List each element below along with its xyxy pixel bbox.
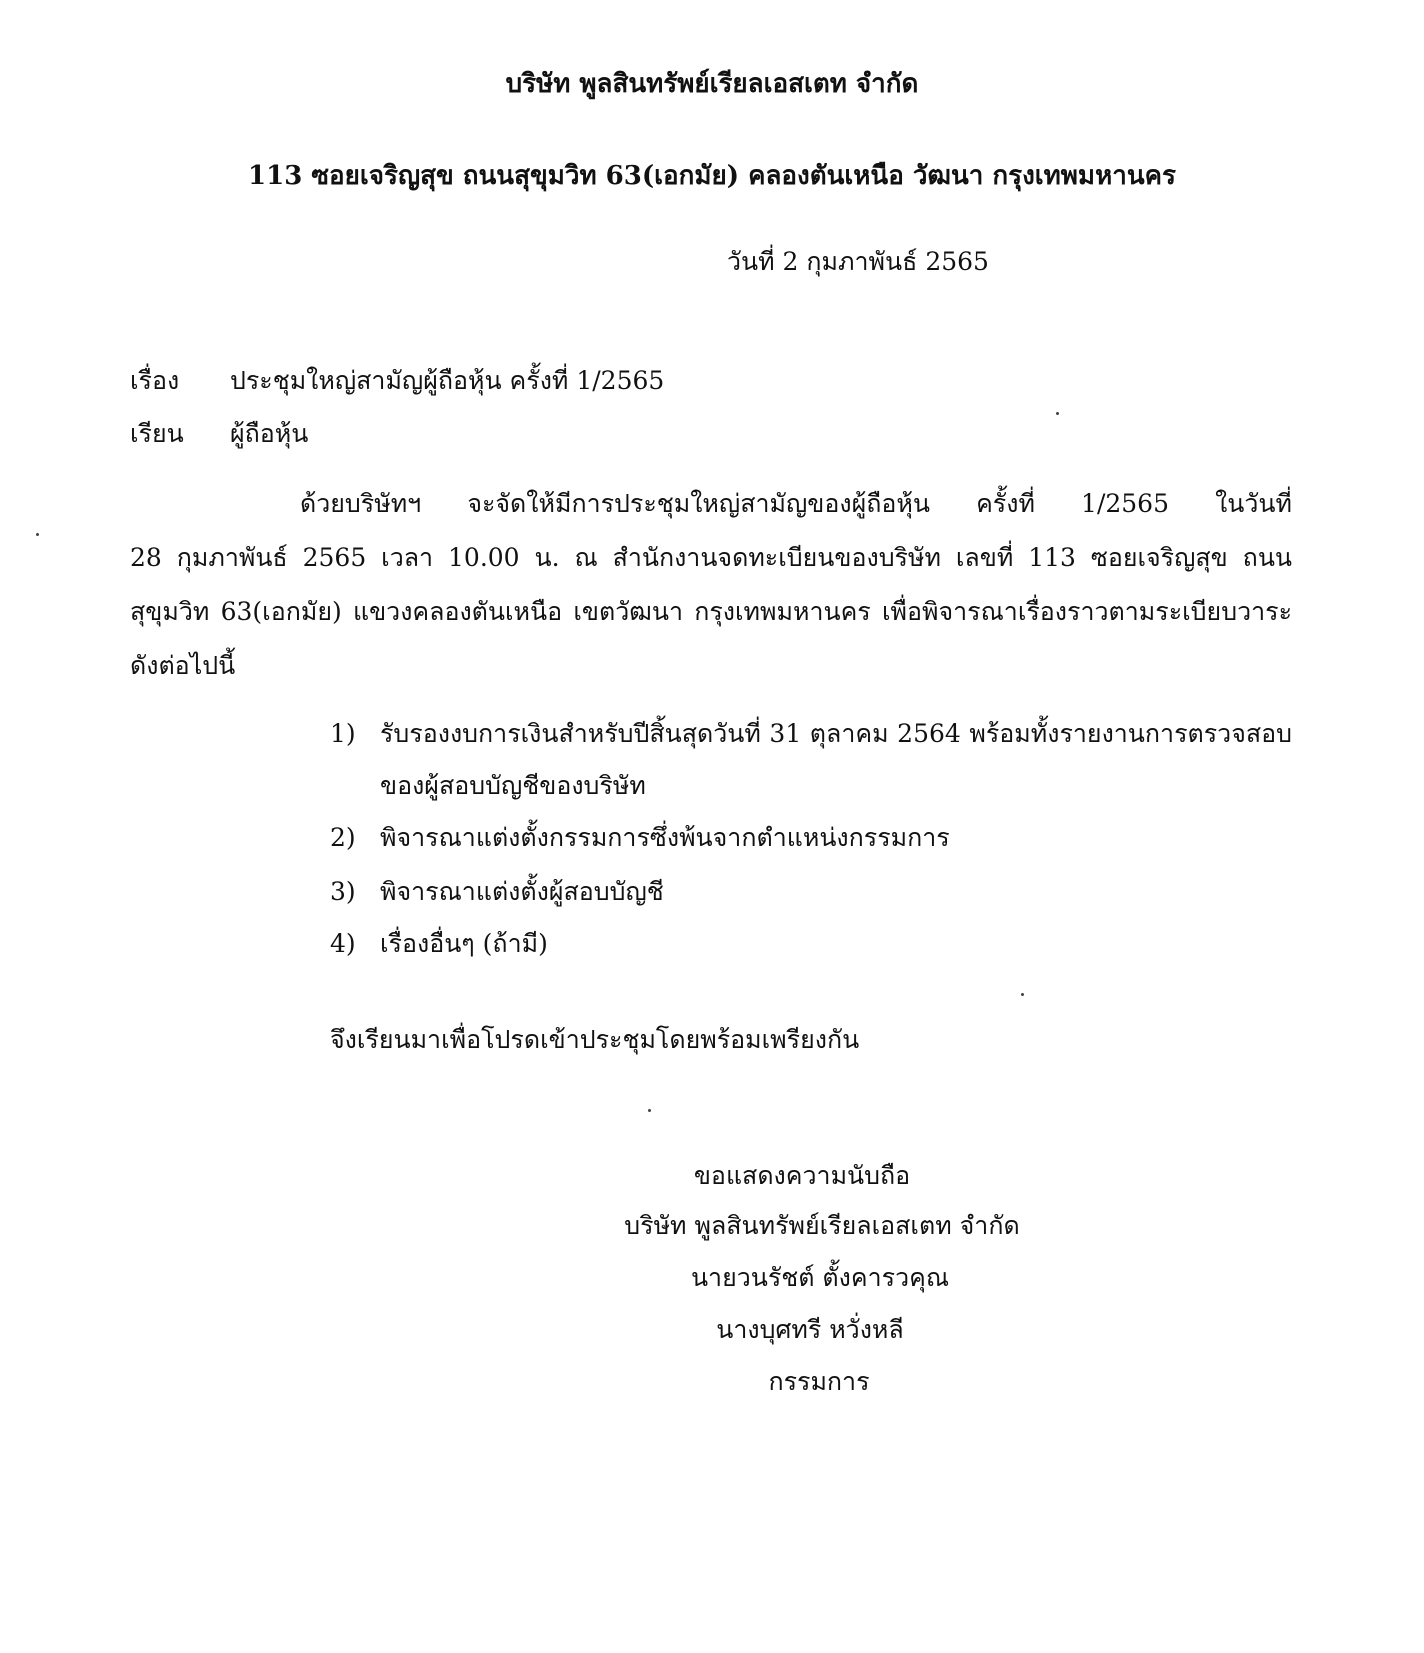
recipient-text: ผู้ถือหุ้น: [230, 419, 309, 448]
company-address: 113 ซอยเจริญสุข ถนนสุขุมวิท 63(เอกมัย) คลองตันเหนือ วัฒนา กรุงเทพมหานคร: [248, 161, 1176, 191]
agenda-number-1: 1): [330, 719, 356, 748]
body-line-1: ด้วยบริษัทฯ จะจัดให้มีการประชุมใหญ่สามัญของผู้ถือหุ้น ครั้งที่ 1/2565 ในวันที่: [300, 489, 1292, 518]
closing-sentence: จึงเรียนมาเพื่อโปรดเข้าประชุมโดยพร้อมเพรียงกัน: [330, 1025, 860, 1054]
recipient-label: เรียน: [130, 419, 184, 448]
subject-text: ประชุมใหญ่สามัญผู้ถือหุ้น ครั้งที่ 1/2565: [230, 366, 665, 395]
subject-label: เรื่อง: [130, 366, 180, 395]
signature-company: บริษัท พูลสินทรัพย์เรียลเอสเตท จำกัด: [624, 1211, 1020, 1240]
scan-speck: [1021, 993, 1024, 996]
agenda-item-3: พิจารณาแต่งตั้งผู้สอบบัญชี: [380, 877, 664, 906]
letter-date: วันที่ 2 กุมภาพันธ์ 2565: [727, 247, 989, 276]
agenda-number-2: 2): [330, 823, 356, 852]
scan-speck: [36, 533, 39, 536]
signature-title: กรรมการ: [768, 1367, 870, 1396]
scan-speck: [648, 1109, 651, 1112]
signature-regards: ขอแสดงความนับถือ: [693, 1161, 911, 1190]
agenda-item-2: พิจารณาแต่งตั้งกรรมการซึ่งพ้นจากตำแหน่งกรรมการ: [380, 823, 950, 852]
body-line-2: 28 กุมภาพันธ์ 2565 เวลา 10.00 น. ณ สำนักงานจดทะเบียนของบริษัท เลขที่ 113 ซอยเจริญสุข ถนน: [130, 543, 1292, 572]
agenda-number-4: 4): [330, 929, 356, 958]
signature-signer-2: นางบุศทรี หวั่งหลี: [716, 1315, 904, 1344]
agenda-item-1-line-1: รับรองงบการเงินสำหรับปีสิ้นสุดวันที่ 31 ตุลาคม 2564 พร้อมทั้งรายงานการตรวจสอบ: [380, 719, 1292, 748]
company-heading: บริษัท พูลสินทรัพย์เรียลเอสเตท จำกัด: [505, 69, 919, 99]
body-line-3: สุขุมวิท 63(เอกมัย) แขวงคลองตันเหนือ เขตวัฒนา กรุงเทพมหานคร เพื่อพิจารณาเรื่องราวตามระเบียบวาระ: [130, 597, 1292, 626]
signature-signer-1: นายวนรัชต์ ตั้งคารวคุณ: [690, 1263, 950, 1292]
body-line-4: ดังต่อไปนี้: [130, 651, 236, 680]
agenda-item-1-line-2: ของผู้สอบบัญชีของบริษัท: [380, 771, 646, 800]
scan-speck: [1056, 412, 1059, 415]
agenda-number-3: 3): [330, 877, 356, 906]
agenda-item-4: เรื่องอื่นๆ (ถ้ามี): [380, 929, 548, 958]
